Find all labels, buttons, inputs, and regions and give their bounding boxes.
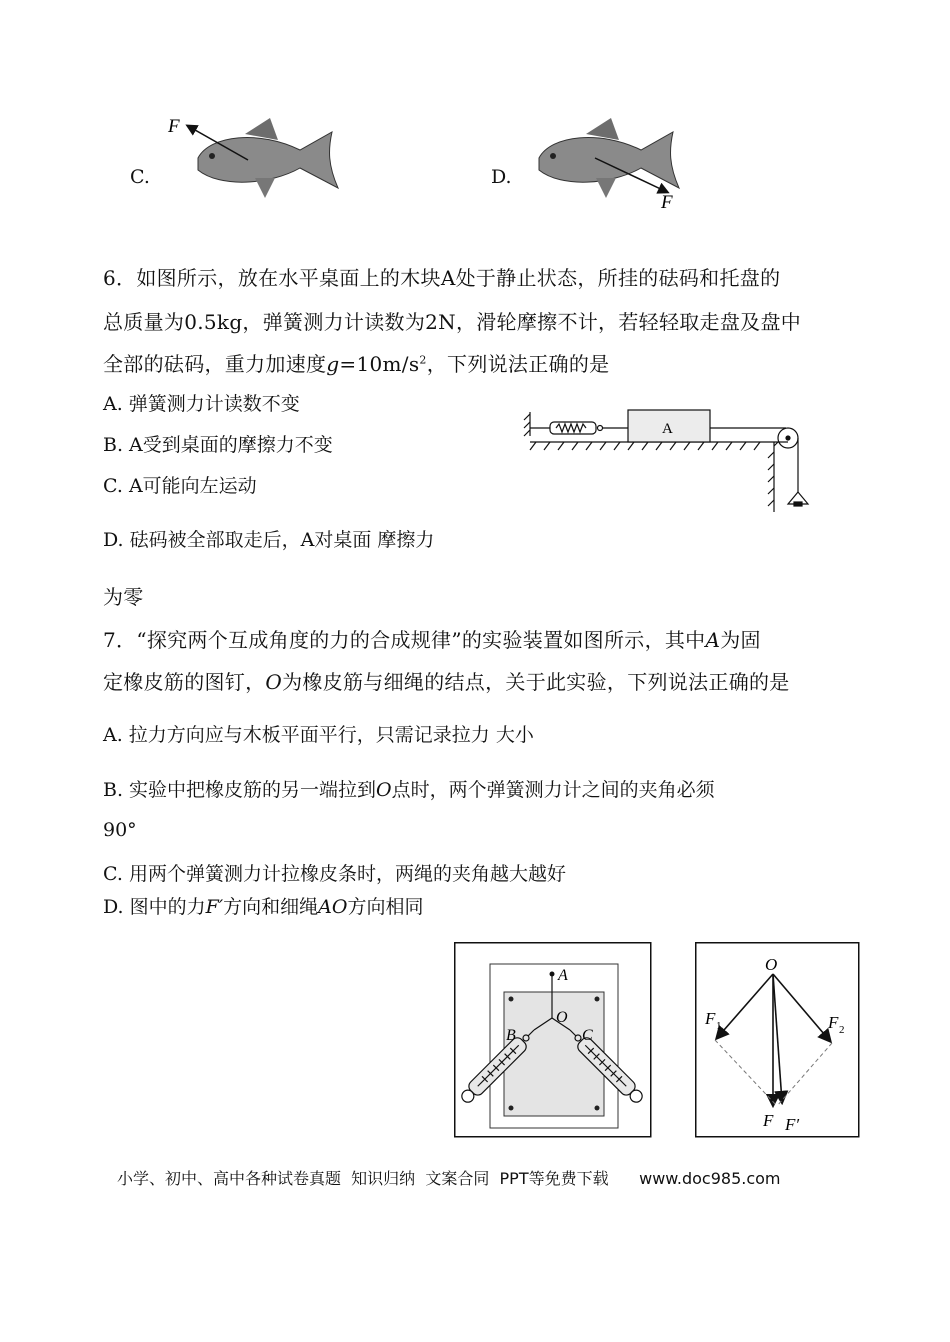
q7-option-d-AO: AO [318, 896, 348, 918]
q7-option-b-O: O [376, 779, 392, 801]
q7-line2-post: 为橡皮筋与细绳的结点，关于此实验，下列说法正确的是 [282, 670, 790, 694]
q7-option-d-pre: D. 图中的力 [103, 896, 206, 918]
q7-option-a: A. 拉力方向应与木板平面平行，只需记录拉力 大小 [103, 724, 534, 746]
q6-option-a: A. 弹簧测力计读数不变 [103, 393, 300, 415]
q7-stem-line1 [103, 624, 761, 653]
q7-line1-A: A [705, 628, 721, 652]
q6-option-d-cont: 为零 [103, 585, 144, 609]
fig2-label-f2-sub: 2 [839, 1024, 845, 1036]
q7-option-b-pre: B. 实验中把橡皮筋的另一端拉到 [103, 779, 377, 801]
q6-line3-mid: =10m/s [339, 352, 420, 376]
q6-stem-line3 [103, 348, 609, 377]
fig1-label-c: C [582, 1027, 593, 1044]
q6-line3-pre: 全部的砝码，重力加速度 [103, 352, 327, 376]
q6-stem-line1: 6．如图所示，放在水平桌面上的木块A处于静止状态，所挂的砝码和托盘的 [103, 266, 781, 290]
fig2-label-o: O [765, 955, 778, 974]
q7-option-d-F: F′ [205, 896, 224, 918]
q5-option-c-label: C. [130, 166, 150, 188]
fig2-label-f1-sub: 1 [716, 1020, 722, 1032]
fig1-label-b: B [506, 1027, 516, 1044]
q5-c-force-label: F [168, 116, 180, 137]
q5-d-force-label: F [661, 192, 673, 213]
q6-option-d: D. 砝码被全部取走后，A对桌面 摩擦力 [103, 529, 435, 551]
force-parallelogram-figure [695, 942, 860, 1138]
q5-option-d-label: D. [491, 166, 512, 188]
q7-line2-pre: 定橡皮筋的图钉， [103, 670, 266, 694]
fig1-label-o: O [556, 1009, 568, 1026]
q6-option-b: B. A受到桌面的摩擦力不变 [103, 434, 333, 456]
q6-stem-line2: 总质量为0.5kg，弹簧测力计读数为2N，滑轮摩擦不计，若轻轻取走盘及盘中 [103, 310, 802, 334]
q6-line3-sup: 2 [419, 353, 427, 367]
q7-option-d-mid: 方向和细绳 [223, 896, 319, 918]
q7-option-d [103, 892, 423, 919]
experiment-board-figure [454, 942, 652, 1138]
fig2-label-f1: F [705, 1009, 716, 1028]
fig2-label-f2: F [828, 1013, 839, 1032]
q7-line2-O: O [265, 670, 283, 694]
fig2-label-fprime: F′ [785, 1115, 800, 1134]
q7-stem-line2 [103, 666, 790, 695]
fig2-label-f: F [763, 1111, 774, 1130]
fig1-label-a: A [558, 967, 568, 984]
q6-option-c: C. A可能向左运动 [103, 475, 257, 497]
q7-line1-pre: 7．“探究两个互成角度的力的合成规律”的实验装置如图所示，其中 [103, 628, 706, 652]
q7-option-b-post: 点时，两个弹簧测力计之间的夹角必须 [391, 779, 715, 801]
page-footer: 小学、初中、高中各种试卷真题 知识归纳 文案合同 PPT等免费下载 www.doc985.com [117, 1169, 781, 1188]
fish-figure-d [535, 110, 725, 215]
block-a-label: A [662, 421, 673, 437]
fish-figure-c [160, 110, 350, 205]
q7-option-d-post: 方向相同 [347, 896, 424, 918]
q7-line1-post: 为固 [720, 628, 761, 652]
q7-option-b-cont: 90° [103, 819, 137, 841]
spring-block-figure [520, 400, 820, 518]
q6-line3-g: g [326, 352, 340, 376]
q7-option-b [103, 775, 715, 802]
q7-option-c: C. 用两个弹簧测力计拉橡皮条时，两绳的夹角越大越好 [103, 863, 566, 885]
q6-line3-post: ，下列说法正确的是 [426, 352, 610, 376]
